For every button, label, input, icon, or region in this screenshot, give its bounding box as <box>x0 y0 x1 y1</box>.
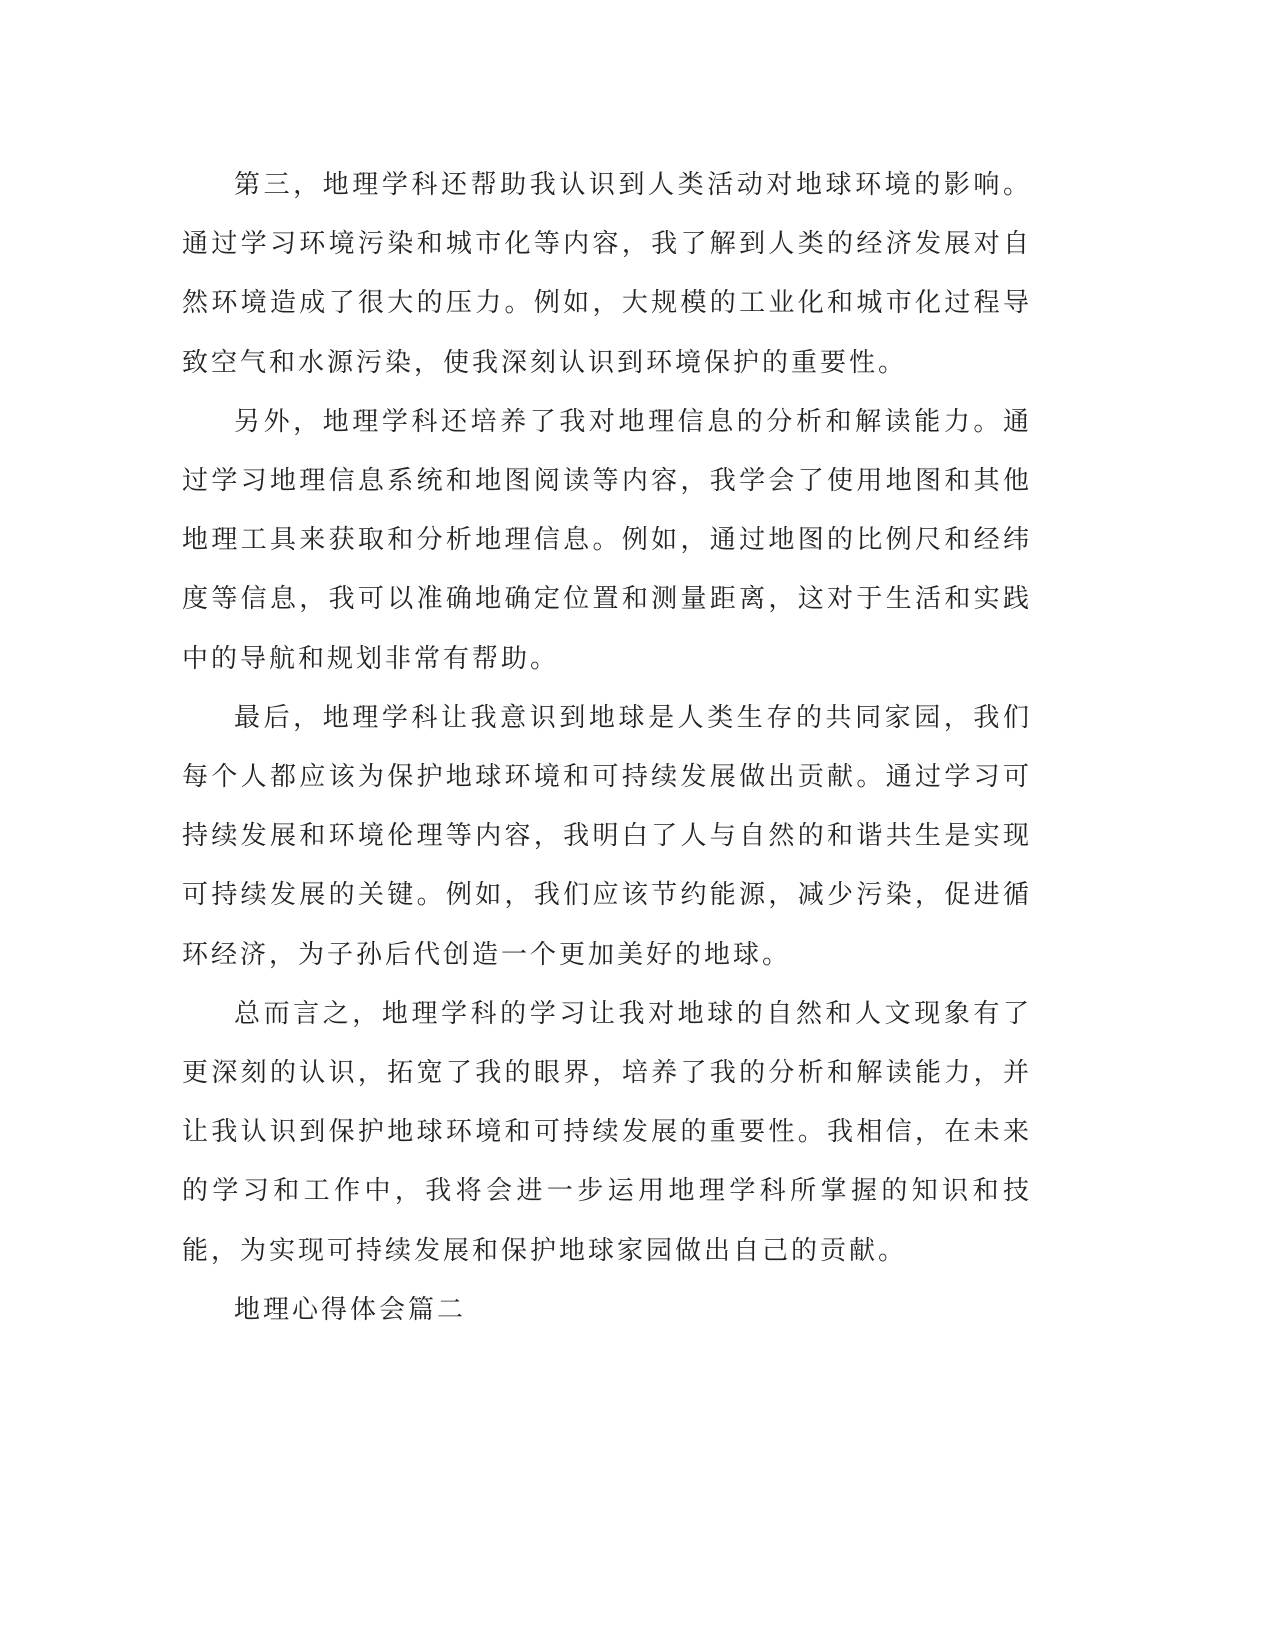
paragraph-common-home: 最后，地理学科让我意识到地球是人类生存的共同家园，我们每个人都应该为保护地球环境和可持续发展做出贡献。通过学习可持续发展和环境伦理等内容，我明白了人与自然的和谐共生是实现可持续发展的关键。例如，我们应该节约能源，减少污染，促进循环经济，为子孙后代创造一个更加美好的地球。 <box>182 702 1032 970</box>
paragraph-human-impact: 第三，地理学科还帮助我认识到人类活动对地球环境的影响。通过学习环境污染和城市化等内容，我了解到人类的经济发展对自然环境造成了很大的压力。例如，大规模的工业化和城市化过程导致空气和水源污染，使我深刻认识到环境保护的重要性。 <box>182 170 1032 378</box>
paragraph-geo-information: 另外，地理学科还培养了我对地理信息的分析和解读能力。通过学习地理信息系统和地图阅读等内容，我学会了使用地图和其他地理工具来获取和分析地理信息。例如，通过地图的比例尺和经纬度等信息，我可以准确地确定位置和测量距离，这对于生活和实践中的导航和规划非常有帮助。 <box>182 406 1032 674</box>
section-heading: 地理心得体会篇二 <box>234 1294 467 1325</box>
document-body <box>182 156 1032 1340</box>
paragraph-conclusion: 总而言之，地理学科的学习让我对地球的自然和人文现象有了更深刻的认识，拓宽了我的眼界，培养了我的分析和解读能力，并让我认识到保护地球环境和可持续发展的重要性。我相信，在未来的学习和工作中，我将会进一步运用地理学科所掌握的知识和技能，为实现可持续发展和保护地球家园做出自己的贡献。 <box>182 998 1032 1266</box>
